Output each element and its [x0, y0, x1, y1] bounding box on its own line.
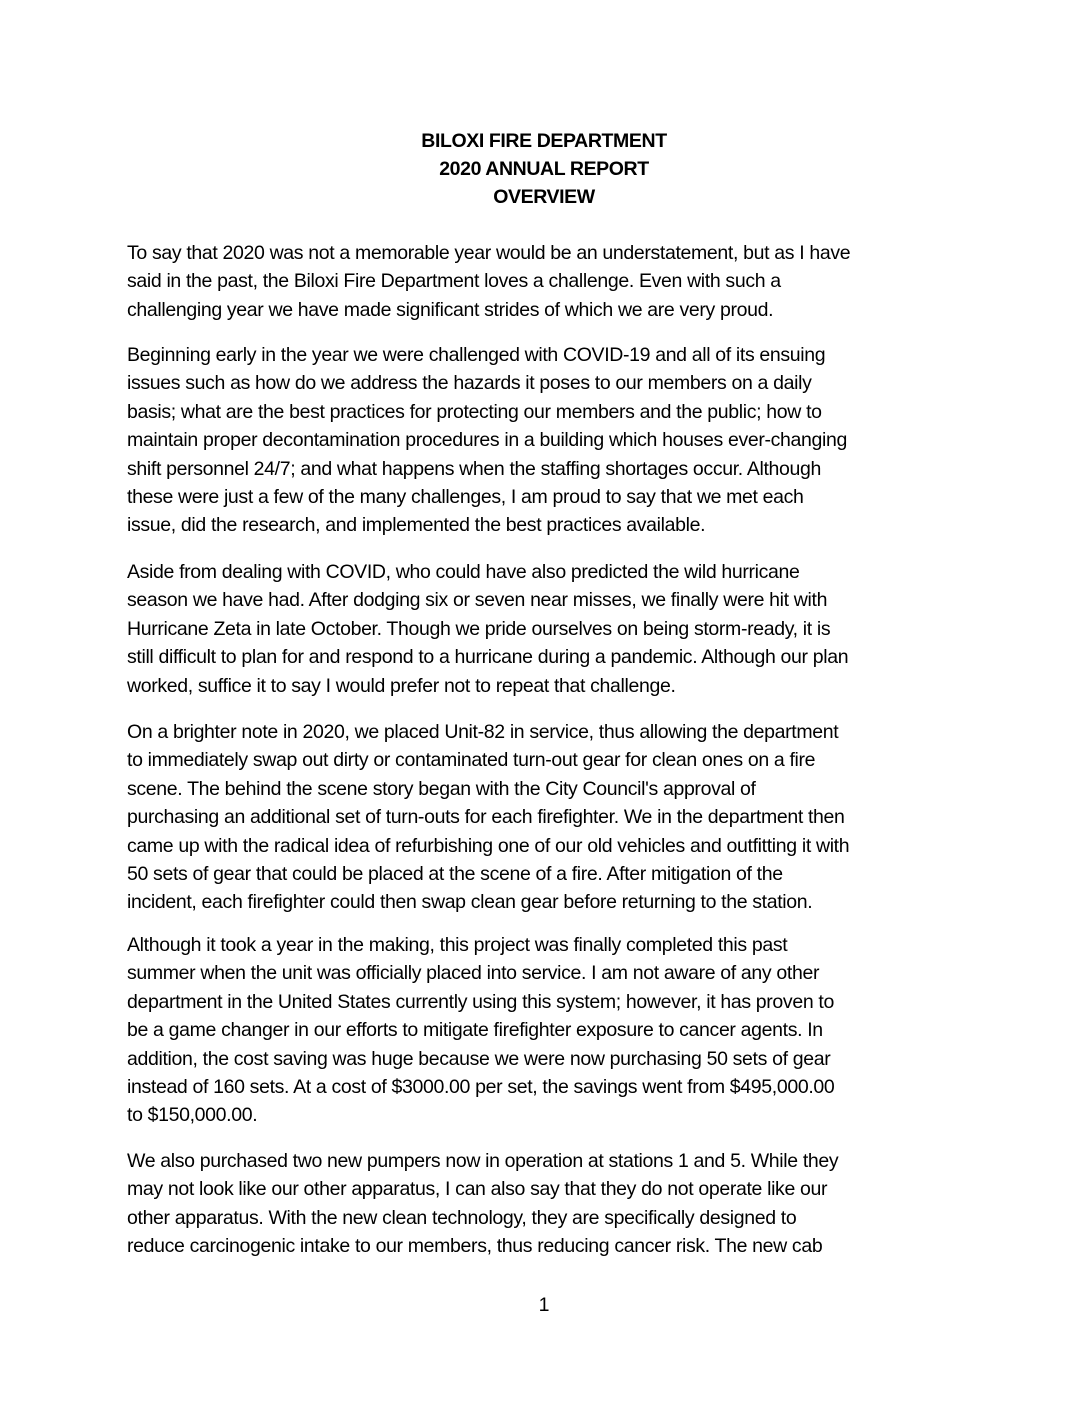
text-line: We also purchased two new pumpers now in operation at stations 1 and 5. While they	[127, 1150, 839, 1172]
text-line: still difficult to plan for and respond to a hurricane during a pandemic. Although our plan	[127, 646, 849, 669]
text-line: scene. The behind the scene story began with the City Council's approval of	[127, 777, 756, 800]
paragraph-hurricane	[127, 558, 987, 700]
text-line: 50 sets of gear that could be placed at the scene of a fire. After mitigation of the	[127, 863, 783, 886]
header-report-title: 2020 ANNUAL REPORT	[439, 158, 649, 180]
paragraph-unit-82	[127, 718, 987, 917]
text-line: Aside from dealing with COVID, who could have also predicted the wild hurricane	[127, 561, 800, 583]
text-line: other apparatus. With the new clean technology, they are specifically designed to	[127, 1206, 797, 1229]
text-line: purchasing an additional set of turn-outs for each firefighter. We in the department then	[127, 806, 845, 829]
text-line: summer when the unit was officially placed into service. I am not aware of any other	[127, 962, 820, 985]
text-line: said in the past, the Biloxi Fire Department loves a challenge. Even with such a	[127, 270, 781, 293]
text-line: may not look like our other apparatus, I can also say that they do not operate like our	[127, 1178, 828, 1201]
text-line: maintain proper decontamination procedures in a building which houses ever-changing	[127, 429, 847, 452]
text-line: shift personnel 24/7; and what happens when the staffing shortages occur. Although	[127, 457, 822, 480]
text-line: To say that 2020 was not a memorable year would be an understatement, but as I have	[127, 242, 851, 264]
header-section-title: OVERVIEW	[493, 186, 595, 208]
text-line: these were just a few of the many challenges, I am proud to say that we met each	[127, 486, 804, 509]
paragraph-pumpers	[127, 1147, 987, 1261]
paragraph-project-savings	[127, 931, 987, 1130]
text-line: basis; what are the best practices for protecting our members and the public; how to	[127, 400, 822, 423]
text-line: Beginning early in the year we were challenged with COVID-19 and all of its ensuing	[127, 344, 826, 366]
text-line: Hurricane Zeta in late October. Though we pride ourselves on being storm-ready, it is	[127, 617, 831, 640]
text-line: be a game changer in our efforts to mitigate firefighter exposure to cancer agents. In	[127, 1019, 823, 1042]
text-line: department in the United States currently using this system; however, it has proven to	[127, 990, 834, 1013]
text-line: Although it took a year in the making, this project was finally completed this past	[127, 934, 788, 956]
text-line: worked, suffice it to say I would prefer not to repeat that challenge.	[127, 674, 676, 697]
document-header	[0, 127, 1088, 211]
text-line: issue, did the research, and implemented the best practices available.	[127, 514, 706, 537]
paragraph-intro	[127, 239, 987, 324]
text-line: reduce carcinogenic intake to our members, thus reducing cancer risk. The new cab	[127, 1235, 823, 1258]
text-line: instead of 160 sets. At a cost of $3000.00 per set, the savings went from $495,000.00	[127, 1076, 835, 1099]
text-line: came up with the radical idea of refurbishing one of our old vehicles and outfitting it with	[127, 834, 850, 857]
text-line: to $150,000.00.	[127, 1104, 258, 1127]
text-line: issues such as how do we address the hazards it poses to our members on a daily	[127, 372, 812, 395]
header-organization: BILOXI FIRE DEPARTMENT	[421, 130, 667, 152]
paragraph-covid	[127, 341, 987, 540]
text-line: challenging year we have made significant strides of which we are very proud.	[127, 298, 774, 321]
page-number: 1	[538, 1294, 550, 1316]
text-line: incident, each firefighter could then swap clean gear before returning to the station.	[127, 891, 813, 914]
text-line: to immediately swap out dirty or contaminated turn-out gear for clean ones on a fire	[127, 749, 816, 772]
text-line: On a brighter note in 2020, we placed Unit-82 in service, thus allowing the department	[127, 721, 839, 743]
text-line: addition, the cost saving was huge because we were now purchasing 50 sets of gear	[127, 1047, 831, 1070]
text-line: season we have had. After dodging six or seven near misses, we finally were hit with	[127, 589, 828, 612]
